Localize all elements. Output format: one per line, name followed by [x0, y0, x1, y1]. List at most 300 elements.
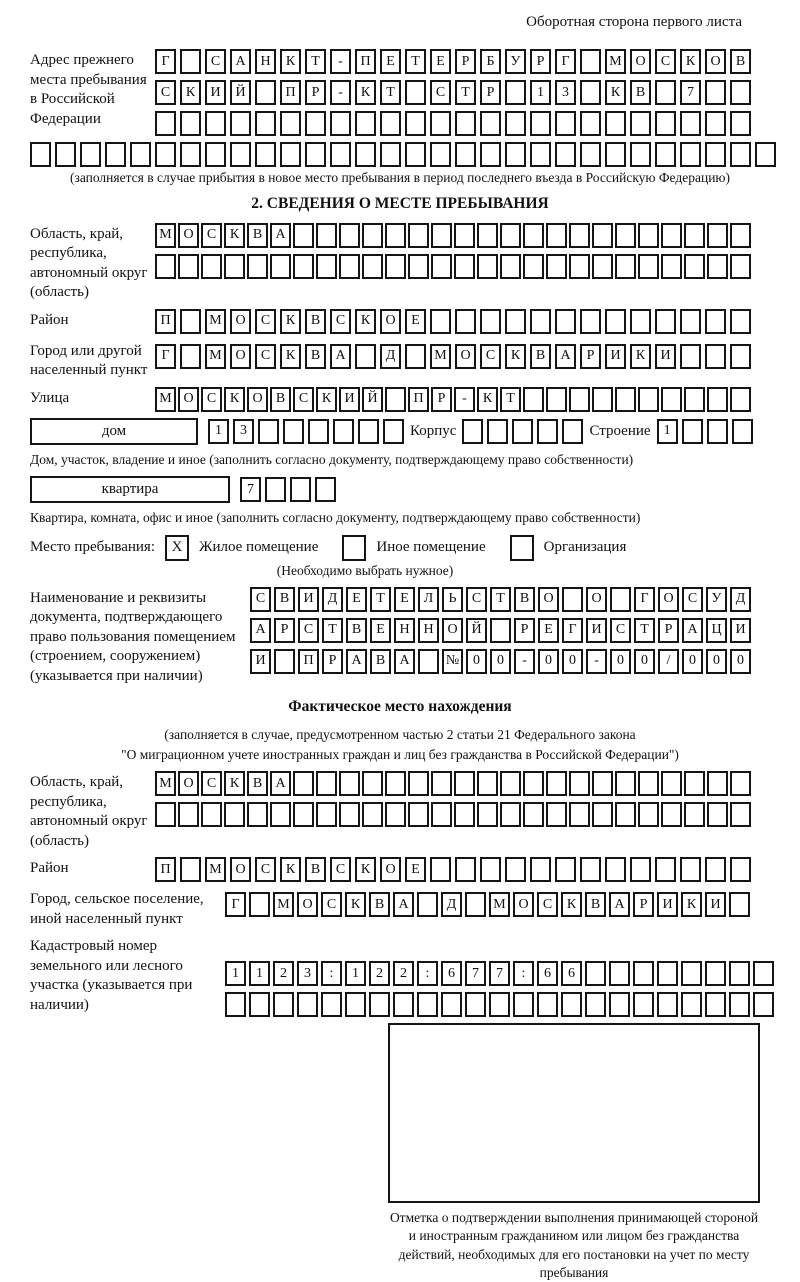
char-box[interactable] [55, 142, 76, 167]
char-box[interactable]: У [505, 49, 526, 74]
char-box[interactable]: Ь [442, 587, 463, 612]
char-box[interactable] [592, 223, 613, 248]
char-box[interactable] [546, 223, 567, 248]
char-box[interactable]: В [274, 587, 295, 612]
char-box[interactable]: П [298, 649, 319, 674]
char-box[interactable]: И [705, 892, 726, 917]
char-box[interactable] [417, 892, 438, 917]
char-box[interactable] [753, 992, 774, 1017]
char-box[interactable]: П [408, 387, 429, 412]
char-box[interactable] [362, 802, 383, 827]
char-box[interactable] [230, 111, 251, 136]
char-box[interactable] [247, 254, 268, 279]
char-box[interactable] [500, 223, 521, 248]
char-box[interactable] [408, 802, 429, 827]
char-box[interactable] [293, 802, 314, 827]
char-box[interactable]: Г [225, 892, 246, 917]
char-box[interactable] [732, 419, 753, 444]
char-box[interactable]: : [513, 961, 534, 986]
char-box[interactable]: И [605, 344, 626, 369]
char-box[interactable] [707, 387, 728, 412]
char-box[interactable] [155, 111, 176, 136]
char-box[interactable] [523, 254, 544, 279]
char-box[interactable] [580, 49, 601, 74]
char-box[interactable] [369, 992, 390, 1017]
char-box[interactable]: Е [346, 587, 367, 612]
char-box[interactable]: 3 [233, 419, 254, 444]
char-box[interactable]: С [201, 387, 222, 412]
char-box[interactable] [615, 802, 636, 827]
char-box[interactable]: М [430, 344, 451, 369]
char-box[interactable]: 7 [680, 80, 701, 105]
char-box[interactable]: 2 [393, 961, 414, 986]
char-box[interactable] [638, 254, 659, 279]
char-box[interactable] [201, 802, 222, 827]
char-box[interactable] [355, 111, 376, 136]
char-box[interactable]: 2 [369, 961, 390, 986]
char-box[interactable] [500, 254, 521, 279]
char-box[interactable]: 7 [240, 477, 261, 502]
char-box[interactable]: М [205, 344, 226, 369]
char-box[interactable]: С [682, 587, 703, 612]
char-box[interactable]: О [230, 857, 251, 882]
char-box[interactable]: В [247, 771, 268, 796]
char-box[interactable]: О [705, 49, 726, 74]
char-box[interactable]: К [280, 857, 301, 882]
char-box[interactable]: 0 [634, 649, 655, 674]
char-box[interactable] [490, 618, 511, 643]
char-box[interactable]: С [480, 344, 501, 369]
char-box[interactable] [580, 111, 601, 136]
char-box[interactable] [605, 142, 626, 167]
char-box[interactable] [730, 387, 751, 412]
char-box[interactable]: Г [155, 344, 176, 369]
char-box[interactable] [707, 254, 728, 279]
char-box[interactable] [505, 80, 526, 105]
char-box[interactable]: С [205, 49, 226, 74]
char-box[interactable]: К [561, 892, 582, 917]
char-box[interactable] [258, 419, 279, 444]
char-box[interactable] [465, 992, 486, 1017]
char-box[interactable] [316, 254, 337, 279]
char-box[interactable]: Т [500, 387, 521, 412]
char-box[interactable]: К [355, 857, 376, 882]
char-box[interactable] [430, 857, 451, 882]
char-box[interactable]: Б [480, 49, 501, 74]
char-box[interactable]: В [370, 649, 391, 674]
char-box[interactable] [265, 477, 286, 502]
char-box[interactable]: Е [394, 587, 415, 612]
char-box[interactable] [155, 802, 176, 827]
char-box[interactable]: 1 [225, 961, 246, 986]
char-box[interactable] [224, 802, 245, 827]
char-box[interactable]: И [250, 649, 271, 674]
char-box[interactable]: С [255, 309, 276, 334]
char-box[interactable]: 1 [208, 419, 229, 444]
char-box[interactable]: М [605, 49, 626, 74]
char-box[interactable]: Р [633, 892, 654, 917]
char-box[interactable] [500, 771, 521, 796]
char-box[interactable]: А [230, 49, 251, 74]
char-box[interactable] [609, 992, 630, 1017]
char-box[interactable]: В [585, 892, 606, 917]
char-box[interactable] [638, 387, 659, 412]
char-box[interactable] [297, 992, 318, 1017]
char-box[interactable] [615, 254, 636, 279]
char-box[interactable] [408, 771, 429, 796]
char-box[interactable]: Т [322, 618, 343, 643]
char-box[interactable] [569, 223, 590, 248]
char-box[interactable] [339, 223, 360, 248]
char-box[interactable] [280, 111, 301, 136]
char-box[interactable] [707, 419, 728, 444]
char-box[interactable]: В [247, 223, 268, 248]
char-box[interactable] [730, 254, 751, 279]
char-box[interactable] [523, 387, 544, 412]
char-box[interactable] [383, 419, 404, 444]
char-box[interactable]: А [250, 618, 271, 643]
char-box[interactable] [638, 802, 659, 827]
char-box[interactable] [454, 771, 475, 796]
char-box[interactable] [339, 254, 360, 279]
char-box[interactable] [455, 111, 476, 136]
char-box[interactable] [633, 961, 654, 986]
char-box[interactable] [339, 771, 360, 796]
char-box[interactable]: М [155, 387, 176, 412]
char-box[interactable]: Р [658, 618, 679, 643]
char-box[interactable]: - [586, 649, 607, 674]
char-box[interactable]: К [224, 223, 245, 248]
char-box[interactable] [80, 142, 101, 167]
char-box[interactable]: О [442, 618, 463, 643]
char-box[interactable]: 0 [466, 649, 487, 674]
char-box[interactable] [155, 142, 176, 167]
char-box[interactable]: М [489, 892, 510, 917]
char-box[interactable] [555, 857, 576, 882]
char-box[interactable]: В [730, 49, 751, 74]
char-box[interactable]: А [346, 649, 367, 674]
char-box[interactable]: В [305, 857, 326, 882]
char-box[interactable]: В [369, 892, 390, 917]
char-box[interactable]: О [297, 892, 318, 917]
char-box[interactable] [249, 892, 270, 917]
char-box[interactable] [180, 142, 201, 167]
char-box[interactable]: В [346, 618, 367, 643]
char-box[interactable]: Е [405, 857, 426, 882]
char-box[interactable] [316, 223, 337, 248]
char-box[interactable]: У [706, 587, 727, 612]
char-box[interactable] [480, 142, 501, 167]
char-box[interactable] [680, 111, 701, 136]
char-box[interactable]: О [247, 387, 268, 412]
char-box[interactable] [569, 771, 590, 796]
char-box[interactable] [729, 961, 750, 986]
char-box[interactable] [684, 254, 705, 279]
char-box[interactable]: О [513, 892, 534, 917]
char-box[interactable]: В [270, 387, 291, 412]
char-box[interactable] [247, 802, 268, 827]
char-box[interactable]: О [230, 309, 251, 334]
char-box[interactable]: М [155, 223, 176, 248]
char-box[interactable] [330, 142, 351, 167]
char-box[interactable] [255, 142, 276, 167]
char-box[interactable] [730, 771, 751, 796]
char-box[interactable] [684, 223, 705, 248]
char-box[interactable] [705, 961, 726, 986]
char-box[interactable]: : [417, 961, 438, 986]
char-box[interactable] [630, 111, 651, 136]
char-box[interactable] [454, 223, 475, 248]
char-box[interactable] [355, 142, 376, 167]
char-box[interactable]: С [201, 223, 222, 248]
char-box[interactable]: 3 [555, 80, 576, 105]
char-box[interactable]: Е [380, 49, 401, 74]
char-box[interactable]: К [180, 80, 201, 105]
char-box[interactable]: Г [562, 618, 583, 643]
char-box[interactable]: А [330, 344, 351, 369]
char-box[interactable] [585, 961, 606, 986]
char-box[interactable]: П [280, 80, 301, 105]
char-box[interactable] [480, 857, 501, 882]
char-box[interactable]: Р [514, 618, 535, 643]
char-box[interactable]: Л [418, 587, 439, 612]
char-box[interactable] [684, 387, 705, 412]
char-box[interactable] [537, 419, 558, 444]
char-box[interactable]: С [655, 49, 676, 74]
char-box[interactable]: О [455, 344, 476, 369]
char-box[interactable] [707, 223, 728, 248]
char-box[interactable] [283, 419, 304, 444]
char-box[interactable] [273, 992, 294, 1017]
char-box[interactable]: В [530, 344, 551, 369]
char-box[interactable] [730, 344, 751, 369]
char-box[interactable] [308, 419, 329, 444]
char-box[interactable]: И [339, 387, 360, 412]
char-box[interactable] [730, 309, 751, 334]
char-box[interactable] [707, 802, 728, 827]
char-box[interactable]: Р [480, 80, 501, 105]
char-box[interactable] [730, 142, 751, 167]
char-box[interactable] [205, 142, 226, 167]
char-box[interactable]: Д [730, 587, 751, 612]
char-box[interactable]: С [293, 387, 314, 412]
char-box[interactable] [655, 80, 676, 105]
char-box[interactable] [530, 309, 551, 334]
char-box[interactable] [316, 802, 337, 827]
char-box[interactable] [555, 111, 576, 136]
char-box[interactable] [201, 254, 222, 279]
char-box[interactable]: В [305, 344, 326, 369]
char-box[interactable] [530, 142, 551, 167]
char-box[interactable] [290, 477, 311, 502]
char-box[interactable] [280, 142, 301, 167]
char-box[interactable] [477, 771, 498, 796]
char-box[interactable] [546, 771, 567, 796]
char-box[interactable]: 6 [441, 961, 462, 986]
char-box[interactable] [417, 992, 438, 1017]
char-box[interactable] [355, 344, 376, 369]
char-box[interactable] [315, 477, 336, 502]
char-box[interactable] [657, 961, 678, 986]
char-box[interactable]: Р [530, 49, 551, 74]
char-box[interactable]: К [224, 387, 245, 412]
char-box[interactable] [255, 80, 276, 105]
char-box[interactable] [569, 802, 590, 827]
char-box[interactable]: С [250, 587, 271, 612]
char-box[interactable]: О [230, 344, 251, 369]
char-box[interactable] [705, 111, 726, 136]
char-box[interactable] [505, 857, 526, 882]
char-box[interactable] [755, 142, 776, 167]
char-box[interactable]: : [321, 961, 342, 986]
char-box[interactable]: Д [322, 587, 343, 612]
char-box[interactable] [730, 223, 751, 248]
char-box[interactable]: / [658, 649, 679, 674]
char-box[interactable] [681, 961, 702, 986]
char-box[interactable] [180, 857, 201, 882]
char-box[interactable]: Т [490, 587, 511, 612]
char-box[interactable]: А [609, 892, 630, 917]
char-box[interactable]: И [655, 344, 676, 369]
char-box[interactable] [555, 309, 576, 334]
char-box[interactable] [362, 223, 383, 248]
char-box[interactable] [339, 802, 360, 827]
char-box[interactable]: 6 [561, 961, 582, 986]
char-box[interactable]: 3 [297, 961, 318, 986]
char-box[interactable] [555, 142, 576, 167]
char-box[interactable]: 0 [490, 649, 511, 674]
char-box[interactable] [580, 857, 601, 882]
char-box[interactable] [180, 309, 201, 334]
char-box[interactable] [615, 223, 636, 248]
checkbox-inoe[interactable] [342, 535, 366, 561]
char-box[interactable] [180, 49, 201, 74]
char-box[interactable] [505, 142, 526, 167]
char-box[interactable]: Д [441, 892, 462, 917]
char-box[interactable]: - [454, 387, 475, 412]
char-box[interactable]: К [355, 80, 376, 105]
char-box[interactable] [431, 223, 452, 248]
char-box[interactable] [455, 142, 476, 167]
char-box[interactable] [293, 771, 314, 796]
char-box[interactable]: 0 [730, 649, 751, 674]
char-box[interactable]: 1 [249, 961, 270, 986]
char-box[interactable] [225, 992, 246, 1017]
char-box[interactable]: П [155, 309, 176, 334]
char-box[interactable] [405, 142, 426, 167]
char-box[interactable]: 1 [657, 419, 678, 444]
char-box[interactable] [430, 142, 451, 167]
char-box[interactable] [684, 771, 705, 796]
char-box[interactable]: О [178, 771, 199, 796]
char-box[interactable]: 0 [706, 649, 727, 674]
char-box[interactable]: А [682, 618, 703, 643]
char-box[interactable] [546, 254, 567, 279]
char-box[interactable] [705, 992, 726, 1017]
char-box[interactable]: О [380, 309, 401, 334]
char-box[interactable]: М [273, 892, 294, 917]
char-box[interactable] [385, 254, 406, 279]
char-box[interactable] [546, 387, 567, 412]
char-box[interactable] [680, 309, 701, 334]
char-box[interactable] [609, 961, 630, 986]
char-box[interactable] [362, 254, 383, 279]
char-box[interactable] [705, 344, 726, 369]
char-box[interactable] [729, 992, 750, 1017]
char-box[interactable] [684, 802, 705, 827]
char-box[interactable] [205, 111, 226, 136]
char-box[interactable]: С [610, 618, 631, 643]
char-box[interactable] [638, 223, 659, 248]
char-box[interactable] [680, 344, 701, 369]
char-box[interactable] [480, 309, 501, 334]
char-box[interactable] [431, 771, 452, 796]
char-box[interactable] [454, 802, 475, 827]
char-box[interactable]: И [730, 618, 751, 643]
char-box[interactable] [657, 992, 678, 1017]
char-box[interactable]: - [330, 49, 351, 74]
char-box[interactable]: 1 [530, 80, 551, 105]
char-box[interactable] [523, 802, 544, 827]
char-box[interactable] [661, 254, 682, 279]
char-box[interactable]: Р [305, 80, 326, 105]
char-box[interactable]: К [605, 80, 626, 105]
char-box[interactable]: К [280, 309, 301, 334]
char-box[interactable] [615, 771, 636, 796]
char-box[interactable]: Е [430, 49, 451, 74]
char-box[interactable]: Е [538, 618, 559, 643]
char-box[interactable]: М [205, 309, 226, 334]
char-box[interactable] [707, 771, 728, 796]
char-box[interactable] [380, 142, 401, 167]
char-box[interactable]: А [270, 771, 291, 796]
char-box[interactable] [178, 254, 199, 279]
char-box[interactable]: Ц [706, 618, 727, 643]
char-box[interactable]: О [178, 223, 199, 248]
char-box[interactable] [430, 309, 451, 334]
char-box[interactable]: Е [405, 309, 426, 334]
char-box[interactable]: Й [230, 80, 251, 105]
char-box[interactable] [180, 111, 201, 136]
char-box[interactable] [638, 771, 659, 796]
char-box[interactable] [705, 857, 726, 882]
char-box[interactable] [705, 80, 726, 105]
char-box[interactable] [274, 649, 295, 674]
char-box[interactable]: Г [555, 49, 576, 74]
char-box[interactable] [345, 992, 366, 1017]
char-box[interactable]: Т [634, 618, 655, 643]
char-box[interactable]: С [537, 892, 558, 917]
char-box[interactable] [730, 80, 751, 105]
char-box[interactable] [730, 111, 751, 136]
char-box[interactable] [661, 387, 682, 412]
char-box[interactable] [489, 992, 510, 1017]
char-box[interactable]: А [393, 892, 414, 917]
char-box[interactable]: Г [155, 49, 176, 74]
char-box[interactable] [592, 802, 613, 827]
char-box[interactable] [333, 419, 354, 444]
char-box[interactable]: С [466, 587, 487, 612]
char-box[interactable] [270, 254, 291, 279]
char-box[interactable] [523, 223, 544, 248]
char-box[interactable]: С [321, 892, 342, 917]
char-box[interactable] [385, 802, 406, 827]
char-box[interactable] [408, 223, 429, 248]
char-box[interactable]: Р [322, 649, 343, 674]
char-box[interactable]: И [298, 587, 319, 612]
char-box[interactable] [105, 142, 126, 167]
char-box[interactable] [487, 419, 508, 444]
